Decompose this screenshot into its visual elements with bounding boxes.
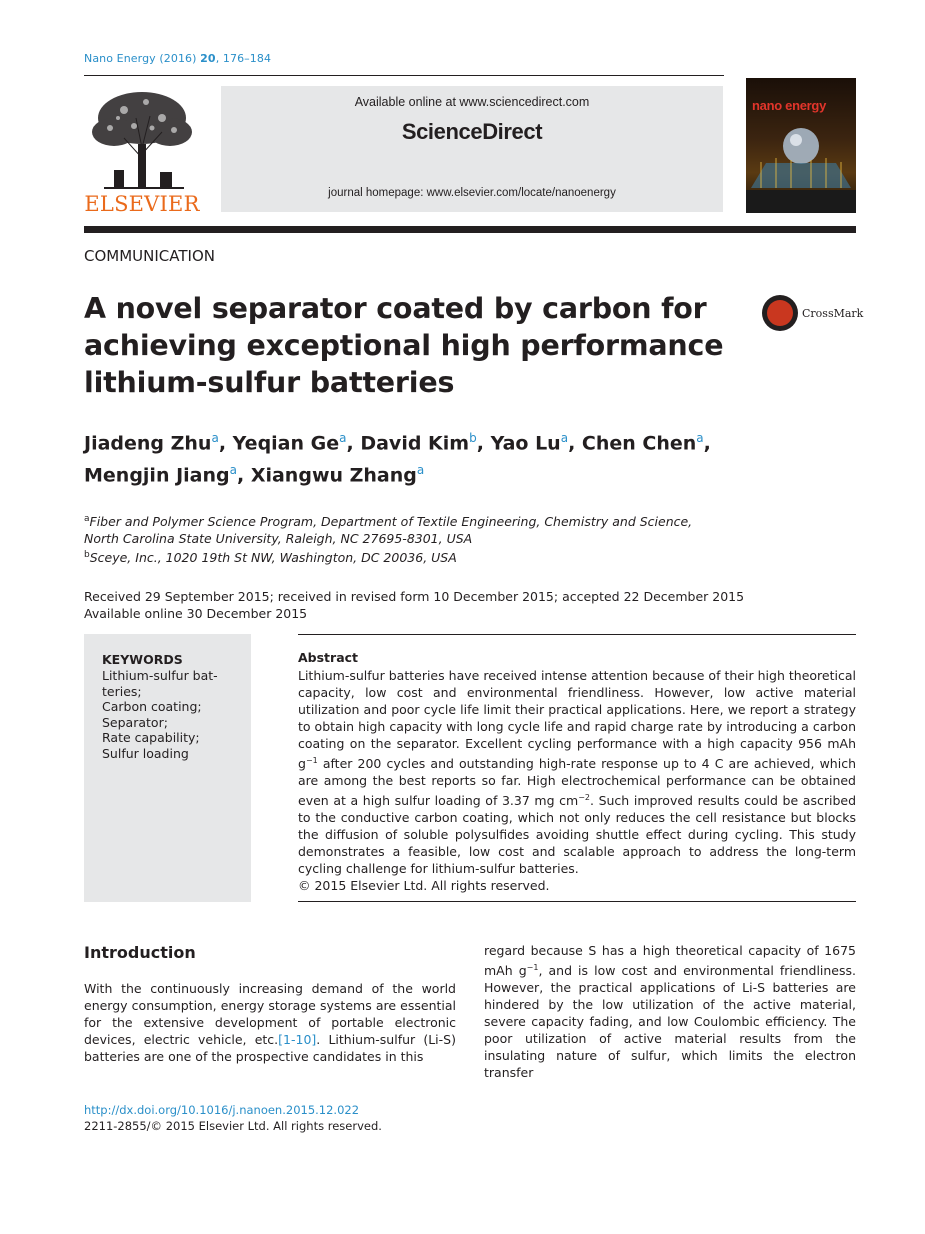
cover-title: nano energy bbox=[752, 98, 826, 113]
abstract-superscript: −1 bbox=[305, 756, 318, 765]
author-name: David Kim bbox=[360, 432, 470, 455]
affiliation-mark-a: a bbox=[84, 514, 90, 524]
keyword-item: Separator; bbox=[102, 714, 168, 730]
doi-link[interactable]: http://dx.doi.org/10.1016/j.nanoen.2015.12.022 bbox=[84, 1103, 360, 1117]
abstract-superscript: −2 bbox=[578, 793, 590, 803]
sciencedirect-logo[interactable]: ScienceDirect bbox=[401, 119, 543, 144]
author-list: Jiadeng Zhu$^a$, Yeqian Ge$^a$, David Kim$^b$, Yao Lu$^a$, Chen Chen$^a$, Mengjin Jiang$^a$, Xiangwu Zhang$^a$ bbox=[84, 431, 711, 487]
affiliation-a-line2: North Carolina State University, Raleigh, NC 27695-8301, USA bbox=[84, 531, 473, 547]
affiliation-b-line: Sceye, Inc., 1020 19th St NW, Washington, DC 20036, USA bbox=[89, 550, 457, 566]
abstract-copyright: © 2015 Elsevier Ltd. All rights reserved. bbox=[298, 878, 550, 894]
affiliation-mark-b: b bbox=[84, 550, 90, 561]
crossmark-label: CrossMark bbox=[802, 307, 864, 320]
intro-text: , and is low cost and environmental friendliness. However, the practical applications of Li-S batteries are hindered by the low utilization of the active material, severe capacity fading, and low Coulombic efficiency. The poor utilization of active material results from the insulating nature of sulfur, which limits the electron transfer bbox=[484, 963, 856, 1081]
intro-text: . Lithium-sulfur (Li-S) batteries are one of the prospective candidates in this bbox=[84, 1032, 456, 1064]
article-type: COMMUNICATION bbox=[84, 247, 215, 265]
keywords-list bbox=[102, 668, 242, 761]
author-name: Chen Chen bbox=[581, 432, 697, 455]
article-dates bbox=[84, 588, 864, 622]
abstract-text: after 200 cycles and outstanding high-rate response up to 4 C are achieved, which are among the best reports so far. High electrochemical performance can be obtained even at a high sulfur loading of 3.37 mg cm bbox=[298, 756, 856, 809]
introduction-heading: Introduction bbox=[84, 943, 196, 962]
elsevier-wordmark: ELSEVIER bbox=[84, 192, 200, 216]
journal-name: Nano Energy (2016) bbox=[84, 52, 197, 65]
reference-link[interactable]: [1-10] bbox=[278, 1032, 317, 1047]
author-affiliation-mark[interactable]: b bbox=[469, 431, 477, 445]
keyword-item: Carbon coating; bbox=[102, 699, 202, 714]
author-affiliation-mark[interactable]: a bbox=[416, 463, 425, 478]
crossmark-icon bbox=[762, 295, 798, 331]
affiliation-a-line1: Fiber and Polymer Science Program, Department of Textile Engineering, Chemistry and Science, bbox=[89, 514, 693, 530]
journal-citation[interactable] bbox=[84, 52, 271, 65]
journal-cover-image bbox=[746, 78, 856, 213]
journal-volume: 20 bbox=[200, 52, 216, 65]
author-affiliation-mark[interactable]: a bbox=[211, 431, 219, 445]
abstract-heading: Abstract bbox=[298, 650, 359, 665]
author-affiliation-mark[interactable]: a bbox=[560, 431, 569, 445]
header-thick-rule bbox=[84, 226, 856, 233]
abstract-text: Lithium-sulfur batteries have received intense attention because of their high theoretical capacity, low cost and environmental friendliness. However, low active material utilization and poor cycle life limit their practical applications. Here, we report a strategy to obtain high capacity with long cycle life and rapid charge rate by introducing a carbon coating on the separator. Excellent cycling performance with a high capacity 956 mAh g bbox=[298, 668, 856, 772]
article-title: A novel separator coated by carbon for achieving exceptional high performance lithium-sulfur batteries bbox=[84, 292, 724, 399]
author-name: Mengjin Jiang bbox=[84, 464, 230, 487]
intro-superscript: −1 bbox=[526, 963, 539, 972]
keyword-item: Lithium-sulfur bat- bbox=[102, 668, 218, 683]
received-dates: Received 29 September 2015; received in revised form 10 December 2015; accepted 22 December 2015 bbox=[84, 589, 745, 604]
keywords-panel bbox=[84, 634, 251, 902]
author-affiliation-mark[interactable]: a bbox=[229, 463, 237, 478]
elsevier-tree-icon bbox=[84, 88, 200, 192]
abstract-text: . Such improved results could be ascribed to the conductive carbon coating, which not only reduces the cell resistance but blocks the diffusion of soluble polysulfides avoiding shuttle effect during cycling. This study demonstrates a feasible, low cost and scalable approach to address the long-term cycling challenge for lithium-sulfur batteries. bbox=[298, 793, 856, 877]
abstract-top-rule bbox=[298, 634, 856, 635]
keywords-heading: KEYWORDS bbox=[102, 652, 183, 667]
abstract-body bbox=[298, 667, 856, 894]
crossmark-button[interactable] bbox=[762, 295, 862, 333]
footer-copyright: 2211-2855/© 2015 Elsevier Ltd. All rights reserved. bbox=[84, 1119, 382, 1133]
keyword-item: Sulfur loading bbox=[102, 745, 189, 761]
author-affiliation-mark[interactable]: a bbox=[696, 431, 704, 445]
intro-text: With the continuously increasing demand of the world energy consumption, energy storage systems are essential for the extensive development of portable electronic devices, electric vehicle, etc. bbox=[84, 981, 456, 1047]
keyword-item: Rate capability; bbox=[102, 730, 200, 745]
author-name: Xiangwu Zhang bbox=[250, 464, 417, 487]
sciencedirect-banner bbox=[221, 86, 723, 212]
author-name: Yeqian Ge bbox=[232, 432, 340, 455]
intro-left-column bbox=[84, 980, 456, 1065]
keyword-item: teries; bbox=[102, 683, 142, 699]
header-rule bbox=[84, 75, 724, 76]
author-name: Yao Lu bbox=[490, 432, 561, 455]
abstract-bottom-rule bbox=[298, 901, 856, 902]
available-online-text: Available online at www.sciencedirect.com bbox=[354, 95, 590, 109]
intro-text: regard because S has a high theoretical capacity of 1675 mAh g bbox=[484, 943, 856, 979]
journal-pages: , 176–184 bbox=[215, 52, 272, 65]
available-online-date: Available online 30 December 2015 bbox=[84, 606, 308, 621]
cover-artwork bbox=[746, 78, 856, 213]
elsevier-logo bbox=[84, 88, 200, 216]
journal-homepage-text[interactable]: journal homepage: www.elsevier.com/locate/nanoenergy bbox=[328, 187, 616, 199]
intro-right-column bbox=[484, 942, 856, 1081]
author-affiliation-mark[interactable]: a bbox=[339, 431, 347, 445]
affiliations bbox=[84, 511, 784, 566]
author-name: Jiadeng Zhu bbox=[84, 432, 212, 455]
